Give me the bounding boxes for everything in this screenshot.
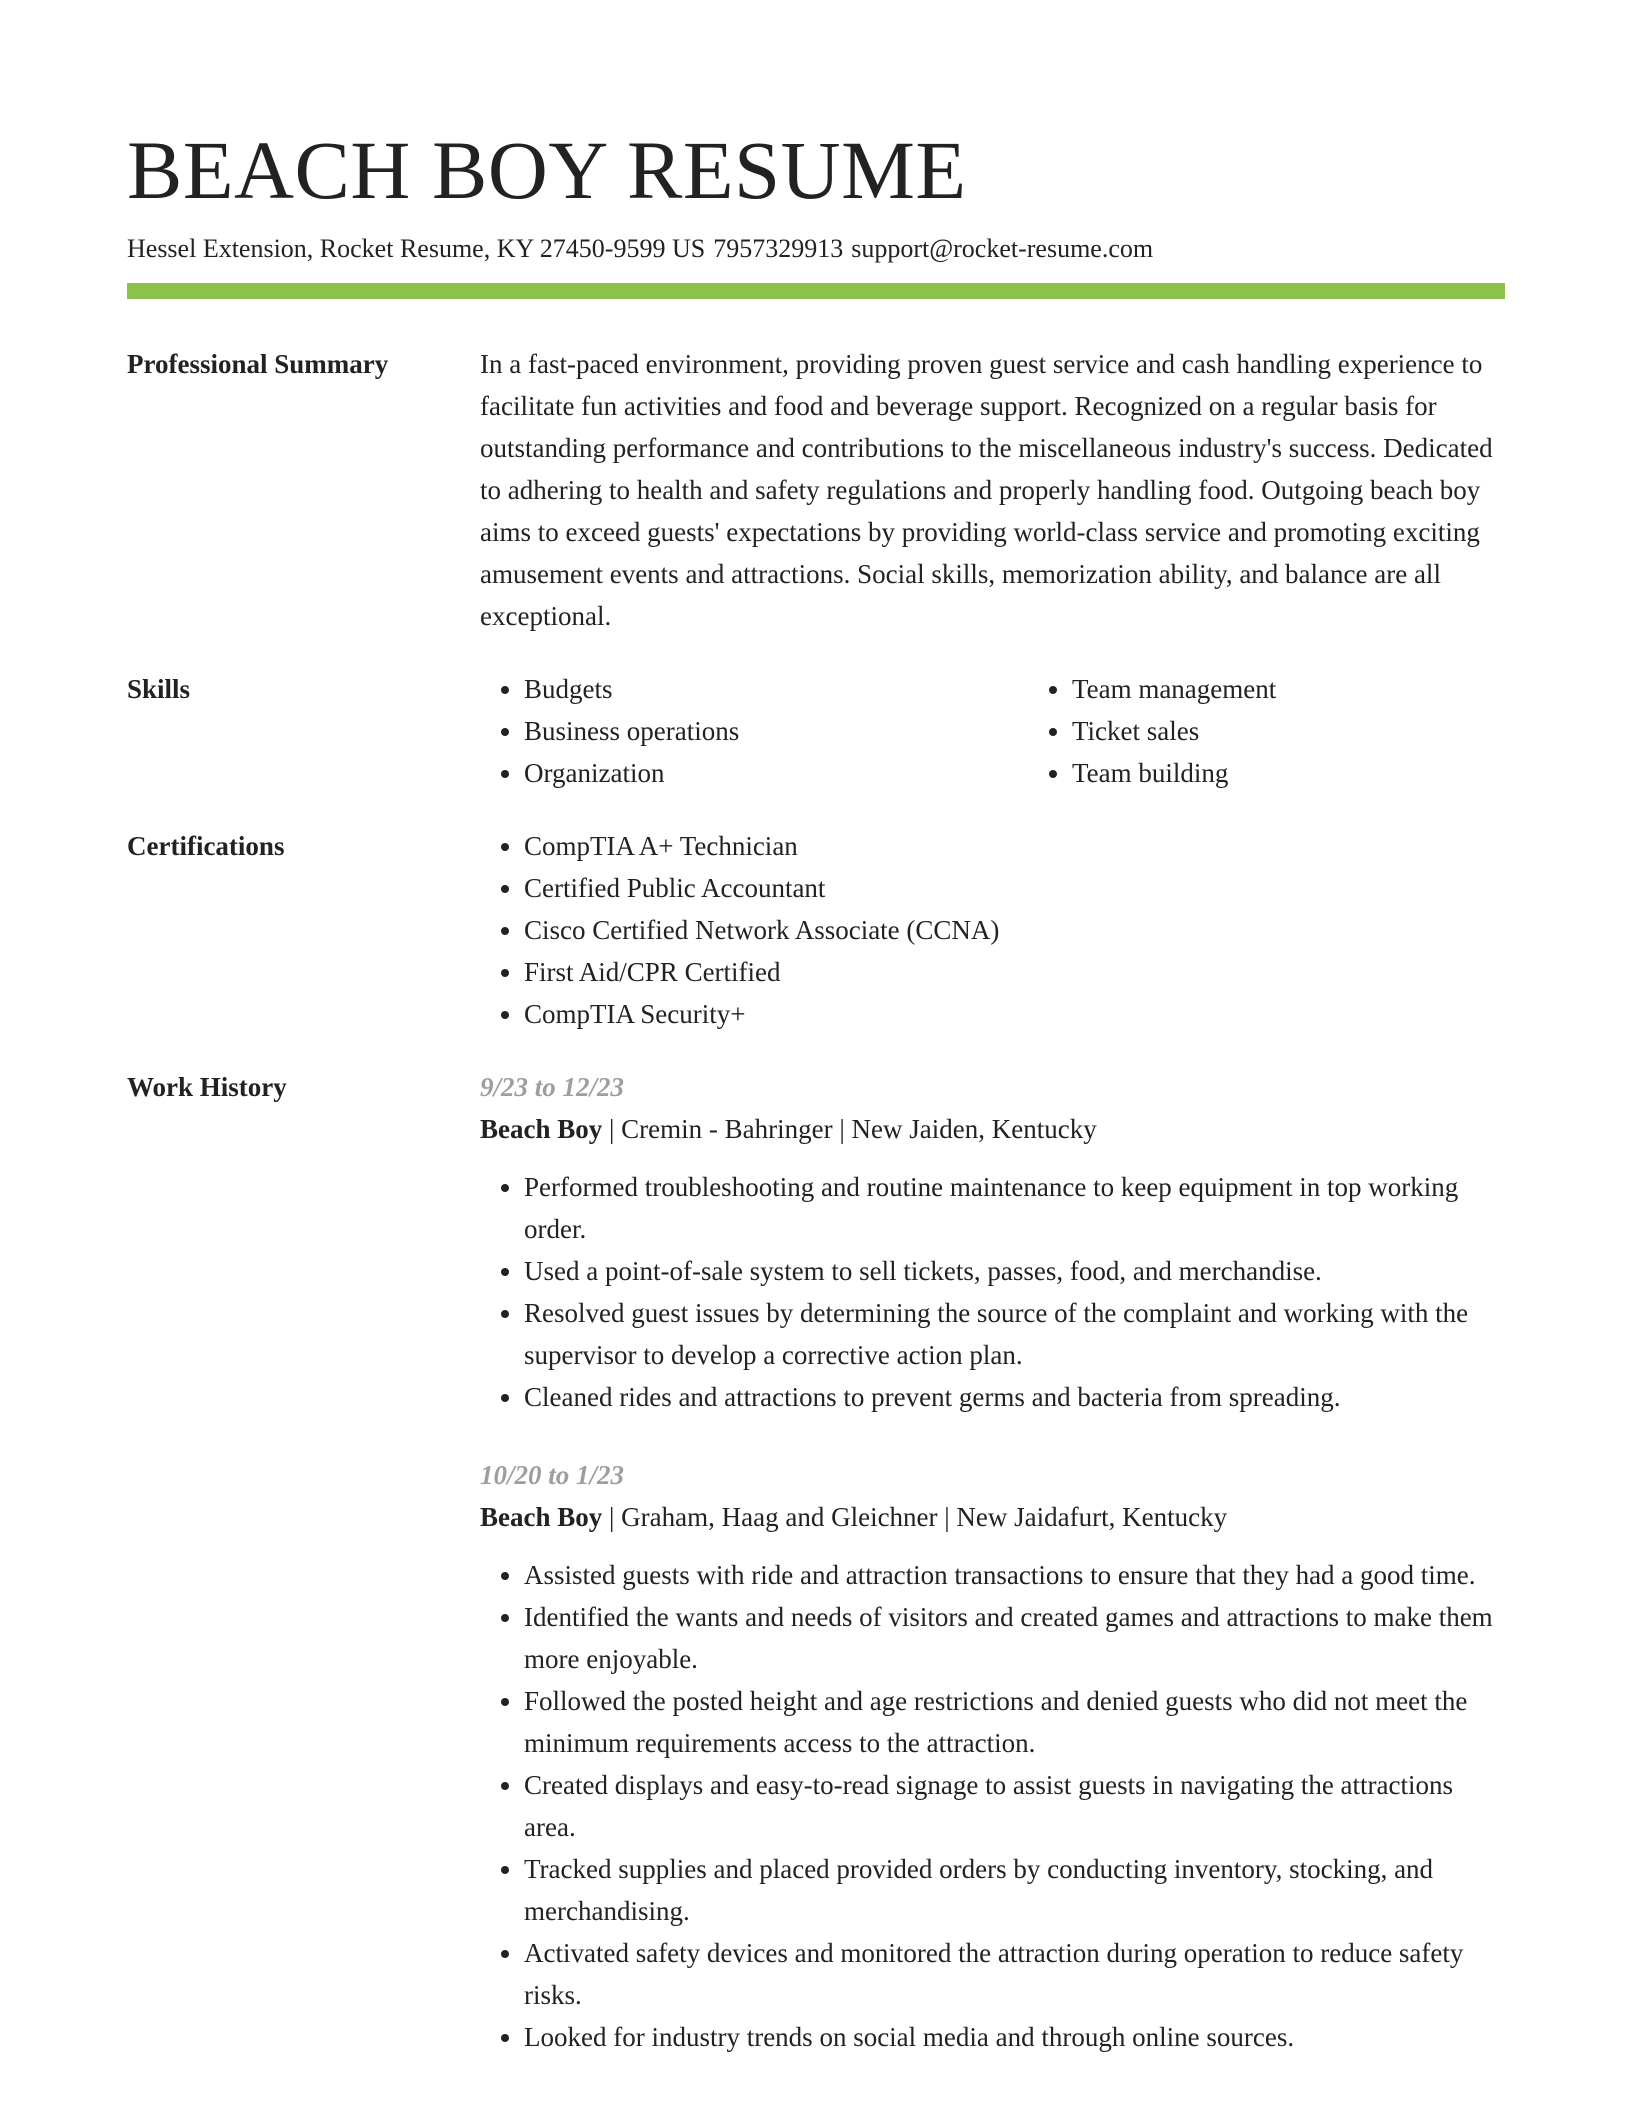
job-title: Beach Boy [480, 1114, 603, 1144]
summary-section [127, 343, 1505, 637]
resume-page [127, 120, 1505, 2058]
job-entry [480, 1066, 1505, 1418]
job-details: | Graham, Haag and Gleichner | New Jaidafurt, Kentucky [602, 1502, 1228, 1532]
skill-item: • Ticket sales [1072, 710, 1576, 752]
work-history-heading: Work History [127, 1072, 287, 1102]
job-bullet: • Tracked supplies and placed provided orders by conducting inventory, stocking, and merchandising. [524, 1848, 1505, 1932]
job-bullet: • Created displays and easy-to-read signage to assist guests in navigating the attractions area. [524, 1764, 1505, 1848]
skills-heading: Skills [127, 674, 191, 704]
certifications-body [480, 825, 1505, 1035]
certifications-section [127, 825, 1505, 1035]
job-bullet: • Performed troubleshooting and routine maintenance to keep equipment in top working order. [524, 1166, 1505, 1250]
summary-text: In a fast-paced environment, providing proven guest service and cash handling experience to facilitate fun activities and food and beverage support. Recognized on a regular basis for outstanding performance and contributions to the miscellaneous industry's success. Dedicated to adhering to health and safety regulations and properly handling food. Outgoing beach boy aims to exceed guests' expectations by providing world-class service and promoting exciting amusement events and attractions. Social skills, memorization ability, and balance are all exceptional. [480, 349, 1493, 631]
job-bullet: • Followed the posted height and age restrictions and denied guests who did not meet the minimum requirements access to the attraction. [524, 1680, 1505, 1764]
header-divider [127, 283, 1505, 299]
certification-item: • First Aid/CPR Certified [524, 951, 1505, 993]
job-entry [480, 1454, 1505, 2058]
job-heading [480, 1496, 1505, 1538]
contact-line [127, 232, 1505, 266]
work-history-body [480, 1066, 1505, 2058]
skills-column-right [1028, 668, 1576, 794]
job-bullet: • Activated safety devices and monitored the attraction during operation to reduce safety risks. [524, 1932, 1505, 2016]
skills-section [127, 668, 1505, 794]
skills-list [480, 668, 1576, 794]
resume-title: BEACH BOY RESUME [127, 124, 967, 216]
job-dates: 9/23 to 12/23 [480, 1072, 625, 1102]
skill-item: • Budgets [524, 668, 1028, 710]
job-bullet: • Assisted guests with ride and attraction transactions to ensure that they had a good time. [524, 1554, 1505, 1596]
skill-item: • Team management [1072, 668, 1576, 710]
job-bullet: • Cleaned rides and attractions to prevent germs and bacteria from spreading. [524, 1376, 1505, 1418]
work-history-section [127, 1066, 1505, 2058]
job-bullet: • Used a point-of-sale system to sell tickets, passes, food, and merchandise. [524, 1250, 1505, 1292]
summary-body [480, 343, 1505, 637]
certification-item: • Cisco Certified Network Associate (CCNA) [524, 909, 1505, 951]
certifications-list [480, 825, 1505, 1035]
certification-item: • CompTIA Security+ [524, 993, 1505, 1035]
contact-email[interactable]: support@rocket-resume.com [851, 234, 1154, 263]
certification-item: • Certified Public Accountant [524, 867, 1505, 909]
job-bullets [480, 1166, 1505, 1418]
contact-phone: 7957329913 [713, 234, 844, 263]
job-details: | Cremin - Bahringer | New Jaiden, Kentucky [602, 1114, 1097, 1144]
job-title: Beach Boy [480, 1502, 603, 1532]
skill-item: • Team building [1072, 752, 1576, 794]
certification-item: • CompTIA A+ Technician [524, 825, 1505, 867]
job-bullet: • Resolved guest issues by determining the source of the complaint and working with the supervisor to develop a corrective action plan. [524, 1292, 1505, 1376]
job-bullet: • Looked for industry trends on social media and through online sources. [524, 2016, 1505, 2058]
job-heading [480, 1108, 1505, 1150]
job-dates: 10/20 to 1/23 [480, 1460, 625, 1490]
skill-item: • Organization [524, 752, 1028, 794]
job-bullets [480, 1554, 1505, 2058]
certifications-heading: Certifications [127, 831, 285, 861]
job-bullet: • Identified the wants and needs of visitors and created games and attractions to make them more enjoyable. [524, 1596, 1505, 1680]
contact-address: Hessel Extension, Rocket Resume, KY 27450-9599 US [127, 234, 706, 263]
skill-item: • Business operations [524, 710, 1028, 752]
skills-column-left [480, 668, 1028, 794]
summary-heading: Professional Summary [127, 349, 389, 379]
